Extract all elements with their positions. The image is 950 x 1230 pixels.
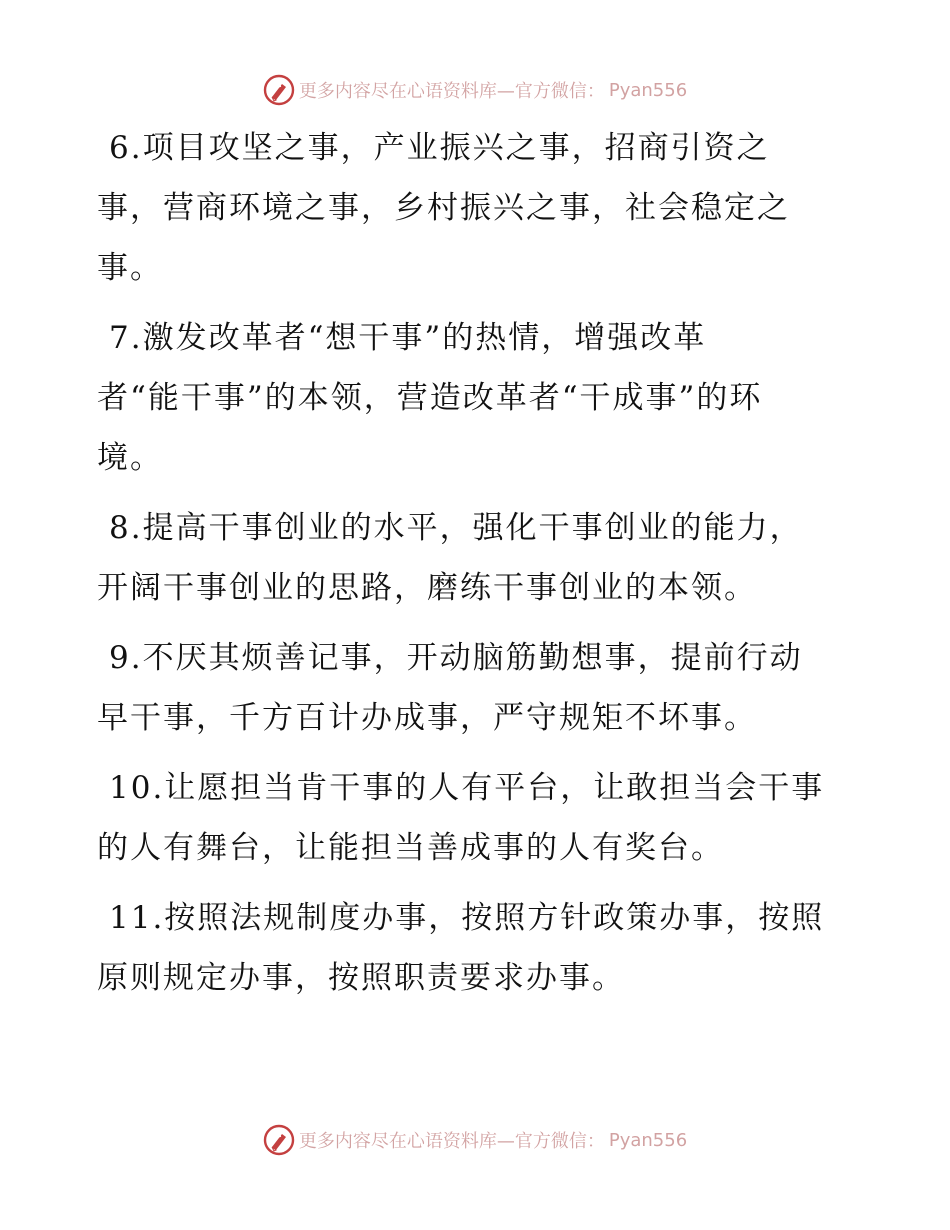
list-item	[97, 888, 857, 1008]
header-watermark	[0, 72, 950, 108]
item-line: 事，营商环境之事，乡村振兴之事，社会稳定之	[97, 190, 790, 226]
item-line: 10.让愿担当肯干事的人有平台，让敢担当会干事	[109, 770, 825, 806]
item-line: 9.不厌其烦善记事，开动脑筋勤想事，提前行动	[109, 640, 803, 676]
pen-logo-icon	[263, 1124, 295, 1156]
watermark-text: 更多内容尽在心语资料库—官方微信：	[298, 1131, 605, 1152]
list-item	[97, 498, 857, 618]
item-line: 境。	[97, 440, 163, 476]
watermark-wechat-id: Pyan556	[608, 1129, 688, 1151]
list-item	[97, 628, 857, 748]
item-line: 原则规定办事，按照职责要求办事。	[97, 960, 625, 996]
item-line: 开阔干事创业的思路，磨练干事创业的本领。	[97, 570, 757, 606]
watermark-text: 更多内容尽在心语资料库—官方微信：	[298, 81, 605, 102]
list-item	[97, 758, 857, 878]
item-line: 6.项目攻坚之事，产业振兴之事，招商引资之	[109, 130, 770, 166]
item-line: 者“能干事”的本领，营造改革者“干成事”的环	[97, 380, 763, 416]
item-line: 事。	[97, 250, 163, 286]
list-item	[97, 118, 857, 298]
watermark-wechat-id: Pyan556	[608, 79, 688, 101]
footer-watermark	[0, 1122, 950, 1158]
list-item	[97, 308, 857, 488]
pen-logo-icon	[263, 74, 295, 106]
item-line: 8.提高干事创业的水平，强化干事创业的能力，	[109, 510, 803, 546]
item-line: 早干事，千方百计办成事，严守规矩不坏事。	[97, 700, 757, 736]
document-body	[97, 118, 857, 1008]
item-line: 的人有舞台，让能担当善成事的人有奖台。	[97, 830, 724, 866]
item-line: 7.激发改革者“想干事”的热情，增强改革	[109, 320, 707, 356]
item-line: 11.按照法规制度办事，按照方针政策办事，按照	[109, 900, 825, 936]
